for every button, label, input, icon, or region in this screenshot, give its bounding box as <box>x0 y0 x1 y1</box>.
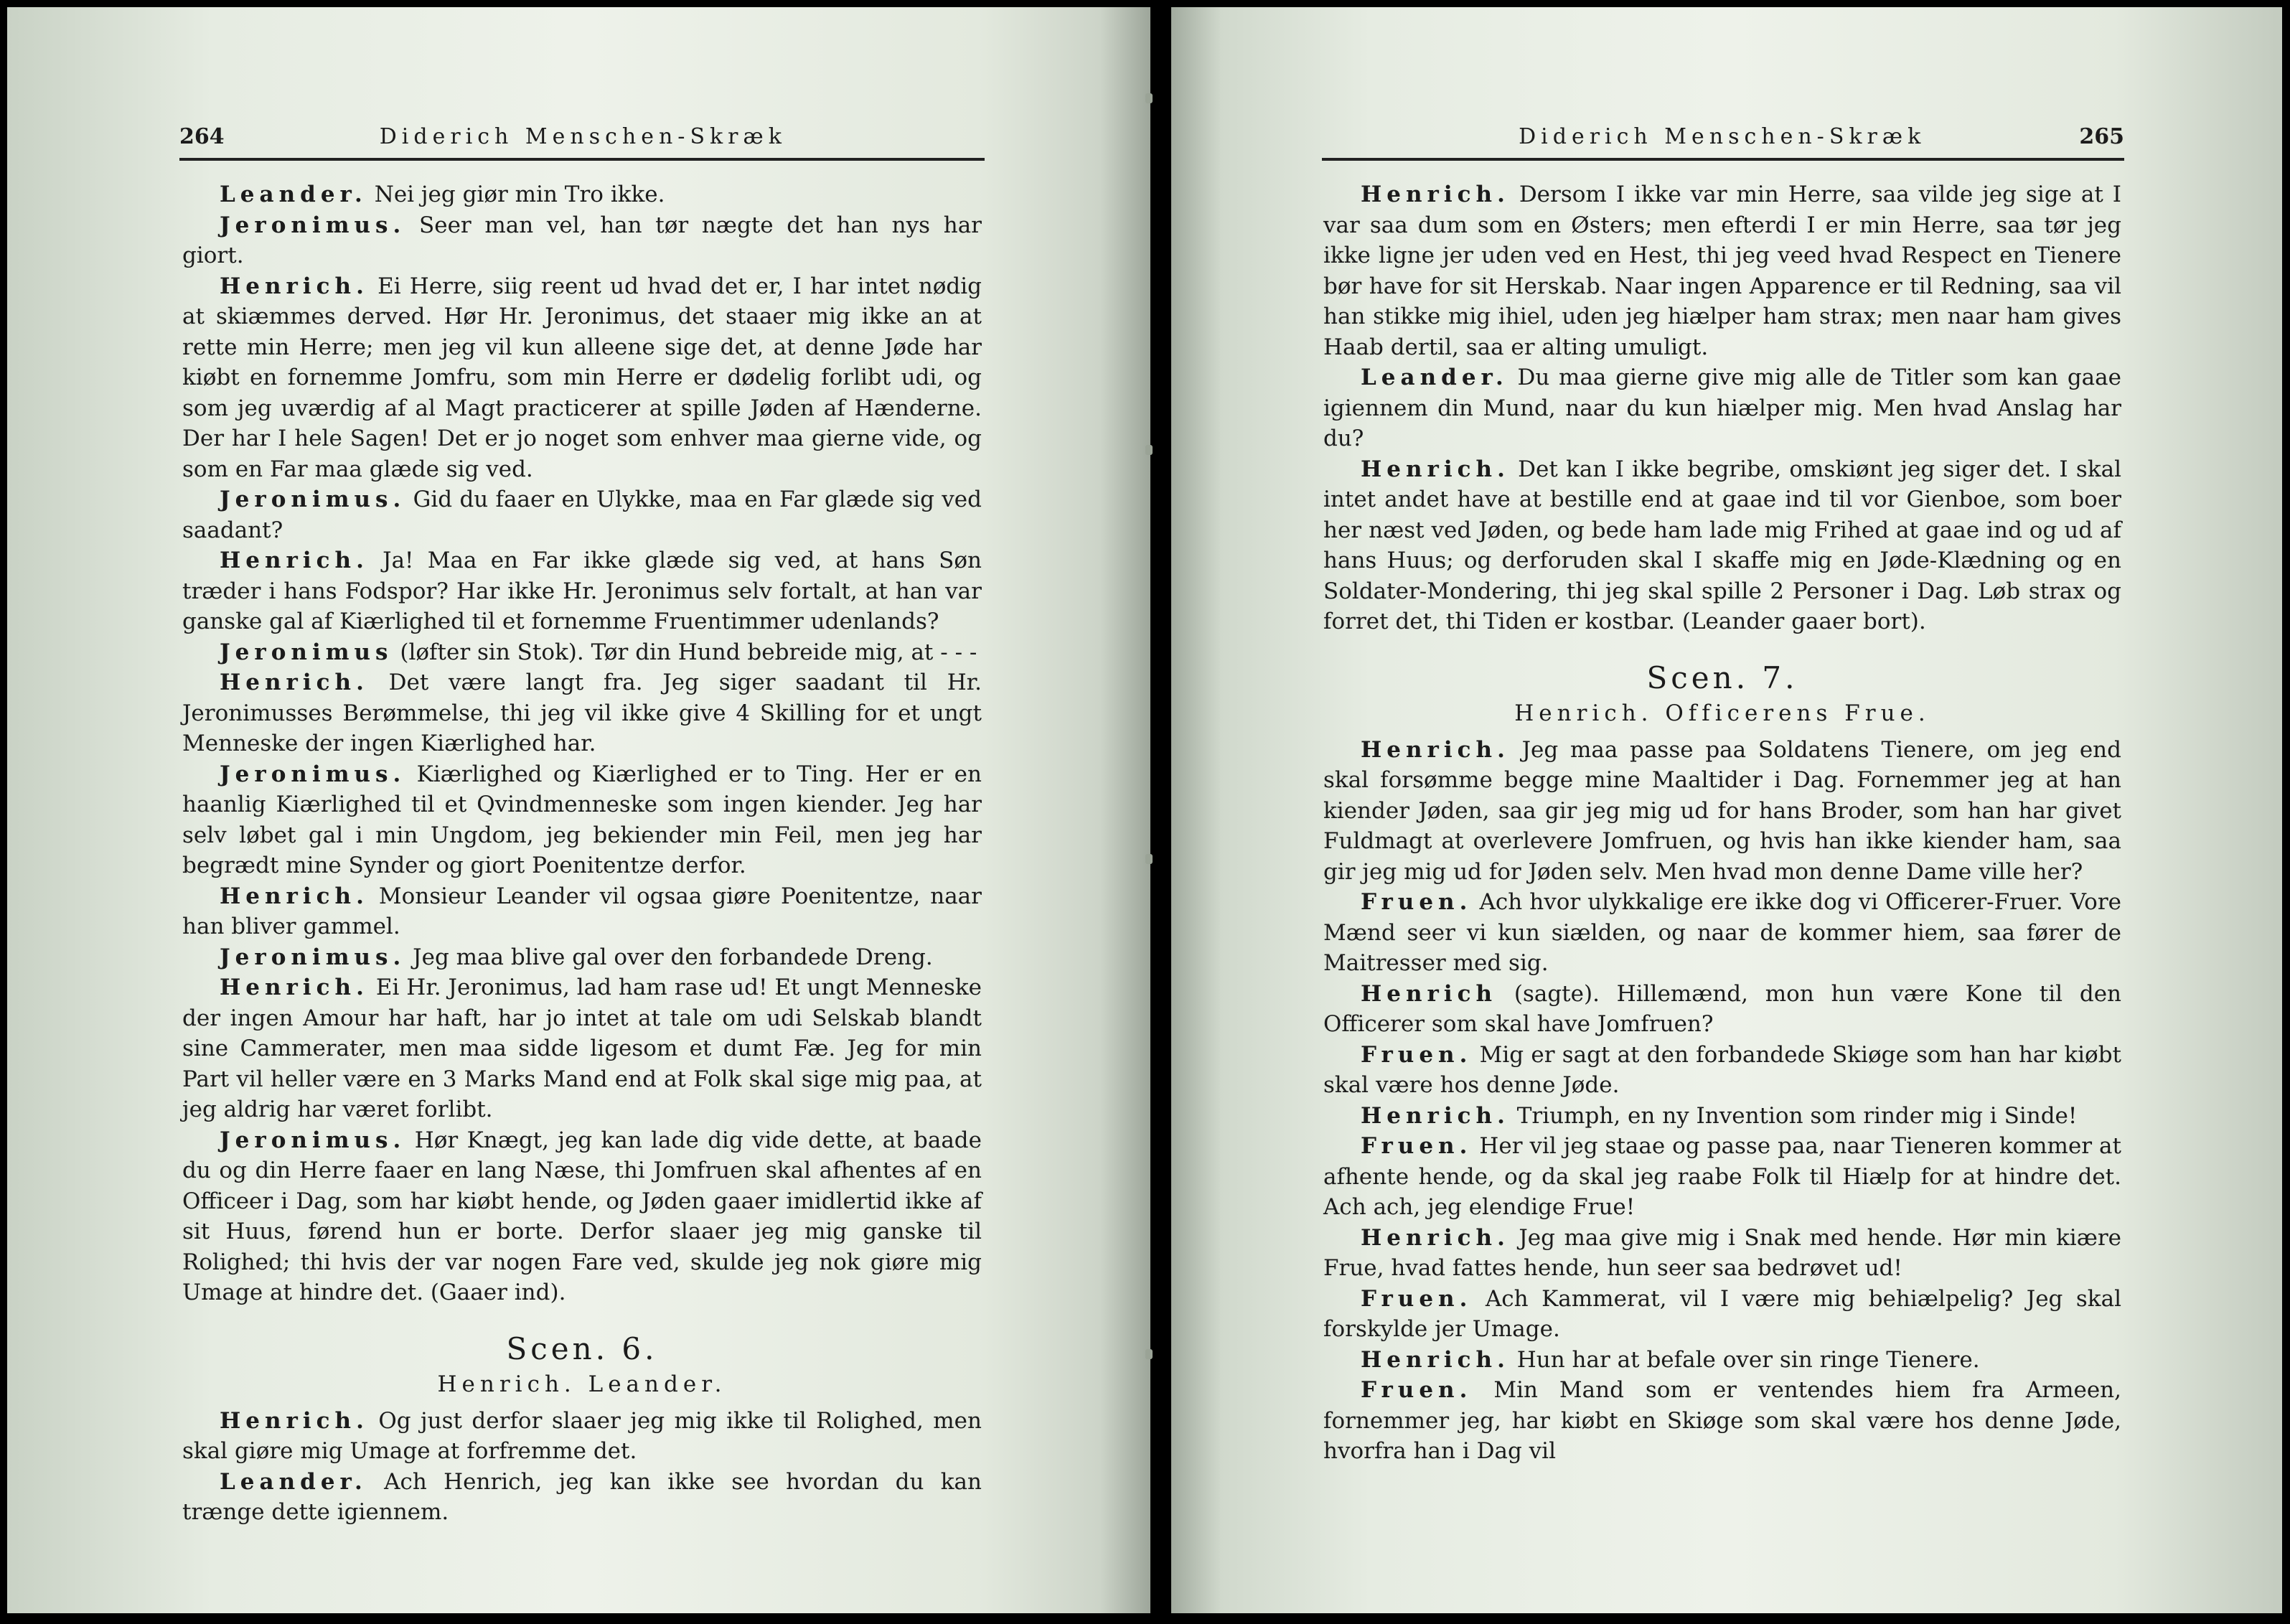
dialogue-line <box>1323 887 2121 979</box>
right-page <box>1171 7 2282 1613</box>
speaker-name: Jeronimus <box>220 639 393 665</box>
dialogue-line <box>182 484 982 545</box>
binding-hole <box>1145 1349 1153 1359</box>
dialogue-line <box>1323 362 2121 454</box>
speaker-name: Jeronimus. <box>220 944 406 970</box>
line-text: Hun har at befale over sin ringe Tienere. <box>1516 1346 1980 1373</box>
line-text: Ach Henrich, jeg kan ikke see hvordan du kan trænge dette igiennem. <box>182 1468 982 1525</box>
speaker-name: Leander. <box>220 1468 367 1495</box>
line-text: Jeg maa passe paa Soldatens Tienere, om jeg end skal forsømme begge mine Maaltider i Dag. Fornemmer jeg at han kiender Jøden, saa gir jeg mig ud for hans Broder, som han har givet Fuldmagt at overlevere Jomfruen, og hvis han ikke kiender ham, saa gir jeg mig ud for Jøden selv. Men hvad mon denne Dame ville her? <box>1323 736 2121 885</box>
speaker-name: Fruen. <box>1361 889 1473 915</box>
dialogue-line <box>182 942 982 973</box>
line-text: Kiærlighed og Kiærlighed er to Ting. Her er en haanlig Kiærlighed til et Qvindmenneske som ingen kiender. Jeg har selv løbet gal i min Ungdom, jeg bekiender min Feil, men jeg har begrædt mine Synder og giort Poenitentze derfor. <box>182 761 982 878</box>
line-text: Seer man vel, han tør nægte det han nys har giort. <box>182 212 982 268</box>
line-text: (sagte). Hillemænd, mon hun være Kone til den Officerer som skal have Jomfruen? <box>1323 980 2122 1037</box>
line-text: Ach hvor ulykkalige ere ikke dog vi Officerer-Fruer. Vore Mænd seer vi kun siælden, og naar de kommer hiem, saa fører de Maitresser med sig. <box>1323 889 2121 976</box>
line-text: Triumph, en ny Invention som rinder mig i Sinde! <box>1516 1102 2078 1129</box>
line-text: Dersom I ikke var min Herre, saa vilde jeg sige at I var saa dum som en Østers; men efterdi I er min Herre, saa tør jeg ikke ligne jer uden ved en Hest, thi jeg veed hvad Respect en Tienere bør have for sit Herskab. Naar ingen Apparence er til Redning, saa vil han stikke mig ihiel, uden jeg hiælper ham strax; men naar ham gives Haab dertil, saa er alting umuligt. <box>1323 182 2121 360</box>
dialogue-line <box>182 1467 982 1528</box>
dialogue-line <box>1323 1223 2121 1284</box>
line-text: Jeg maa blive gal over den forbandede Dreng. <box>413 944 933 970</box>
dialogue-line <box>182 972 982 1125</box>
dialogue-line <box>1323 1345 2121 1376</box>
speaker-name: Henrich. <box>220 1407 369 1434</box>
line-text: Det være langt fra. Jeg siger saadant til Hr. Jeronimusses Berømmelse, thi jeg vil ikke give 4 Skilling for et ungt Menneske der ingen Kiærlighed har. <box>182 670 982 756</box>
dialogue-line <box>1323 1375 2121 1467</box>
dialogue-line <box>182 881 982 942</box>
right-body-text <box>1323 179 2121 1467</box>
dialogue-line <box>1323 1101 2121 1132</box>
dialogue-line <box>1323 979 2121 1040</box>
speaker-name: Henrich. <box>220 273 369 299</box>
line-text: Ja! Maa en Far ikke glæde sig ved, at hans Søn træder i hans Fodspor? Har ikke Hr. Jeronimus selv fortalt, at han var ganske gal af Kiærlighed til et fornemme Fruentimmer udenlands? <box>182 548 982 634</box>
speaker-name: Henrich. <box>220 883 369 909</box>
scene-cast: Henrich. Officerens Frue. <box>1514 700 1930 726</box>
binding-hole <box>1145 445 1153 455</box>
speaker-name: Jeronimus. <box>220 761 406 787</box>
line-text: Monsieur Leander vil ogsaa giøre Poenitentze, naar han bliver gammel. <box>182 883 982 939</box>
line-text: Min Mand som er ventendes hiem fra Armeen, fornemmer jeg, har kiøbt en Skiøge som skal være hos denne Jøde, hvorfra han i Dag vil <box>1323 1377 2121 1464</box>
right-running-head <box>1322 115 2124 161</box>
dialogue-line <box>182 759 982 881</box>
speaker-name: Fruen. <box>1361 1133 1473 1159</box>
speaker-name: Fruen. <box>1361 1285 1473 1312</box>
speaker-name: Henrich. <box>220 670 369 695</box>
dialogue-line <box>182 179 982 210</box>
line-text: Du maa gierne give mig alle de Titler som kan gaae igiennem din Mund, naar du kun hiælper mig. Men hvad Anslag har du? <box>1323 365 2121 451</box>
line-text: Mig er sagt at den forbandede Skiøge som han har kiøbt skal være hos denne Jøde. <box>1323 1041 2121 1098</box>
dialogue-line <box>182 271 982 485</box>
line-text: Gid du faaer en Ulykke, maa en Far glæde sig ved saadant? <box>182 487 982 543</box>
dialogue-line <box>182 637 982 668</box>
line-text: Og just derfor slaaer jeg mig ikke til Rolighed, men skal giøre mig Umage at forfremme det. <box>182 1407 982 1464</box>
speaker-name: Henrich. <box>1361 1346 1510 1373</box>
speaker-name: Leander. <box>1361 365 1508 390</box>
speaker-name: Henrich. <box>1361 1224 1510 1251</box>
dialogue-line <box>182 210 982 271</box>
binding-hole <box>1145 93 1153 103</box>
speaker-name: Jeronimus. <box>220 487 406 512</box>
line-text: Ach Kammerat, vil I være mig behiælpelig? Jeg skal forskylde jer Umage. <box>1323 1285 2121 1342</box>
speaker-name: Fruen. <box>1361 1041 1473 1068</box>
dialogue-line <box>182 1125 982 1308</box>
page-number: 265 <box>2079 123 2124 149</box>
line-text: Ei Herre, siig reent ud hvad det er, I har intet nødig at skiæmmes derved. Hør Hr. Jeronimus, det staaer mig ikke an at rette min Herre; men jeg vil kun alleene sige det, at denne Jøde har kiøbt en fornemme Jomfru, som min Herre er dødelig forlibt udi, og som jeg uværdig af al Magt practicerer at spille Jøden af Hænderne. Der har I hele Sagen! Det er jo noget som enhver maa gierne vide, og som en Far maa glæde sig ved. <box>182 273 982 482</box>
speaker-name: Jeronimus. <box>220 212 406 238</box>
binding-hole <box>1145 854 1153 864</box>
speaker-name: Leander. <box>220 182 367 207</box>
speaker-name: Fruen. <box>1361 1377 1473 1403</box>
speaker-name: Jeronimus. <box>220 1127 406 1153</box>
running-title: Diderich Menschen-Skræk <box>1519 123 1926 149</box>
dialogue-line <box>1323 1131 2121 1223</box>
speaker-name: Henrich. <box>1361 1102 1510 1129</box>
speaker-name: Henrich. <box>220 548 369 573</box>
speaker-name: Henrich. <box>1361 456 1510 482</box>
speaker-name: Henrich. <box>1361 736 1510 763</box>
dialogue-line <box>182 1406 982 1467</box>
left-page <box>7 7 1150 1613</box>
dialogue-line <box>1323 179 2121 362</box>
line-text: Jeg maa give mig i Snak med hende. Hør min kiære Frue, hvad fattes hende, hun seer saa bedrøvet ud! <box>1323 1224 2121 1281</box>
dialogue-line <box>1323 454 2121 637</box>
left-running-head <box>179 115 985 161</box>
dialogue-line <box>1323 1040 2121 1101</box>
speaker-name: Henrich. <box>1361 182 1510 207</box>
line-text: Hør Knægt, jeg kan lade dig vide dette, at baade du og din Herre faaer en lang Næse, thi Jomfruen skal afhentes af en Officeer i Dag, som har kiøbt hende, og Jøden gaaer imidlertid ikke af sit Huus, førend hun er borte. Derfor slaaer jeg mig ganske til Rolighed; thi hvis der var nogen Fare ved, skulde jeg nok giøre mig Umage at hindre det. (Gaaer ind). <box>182 1127 982 1305</box>
dialogue-line <box>182 667 982 759</box>
left-body-text <box>182 179 982 1528</box>
running-title: Diderich Menschen-Skræk <box>379 123 787 149</box>
line-text: Ei Hr. Jeronimus, lad ham rase ud! Et ungt Menneske der ingen Amour har haft, har jo intet at tale om udi Selskab blandt sine Cammerater, men maa sidde ligesom et dumt Fæ. Jeg for min Part vil heller være en 3 Marks Mand end at Folk skal sige mig paa, at jeg aldrig har været forlibt. <box>182 975 982 1122</box>
speaker-name: Henrich. <box>220 975 369 1000</box>
page-number: 264 <box>179 123 225 149</box>
speaker-name: Henrich <box>1361 980 1498 1007</box>
dialogue-line <box>1323 1284 2121 1345</box>
dialogue-line <box>1323 735 2121 888</box>
dialogue-line <box>182 545 982 637</box>
scene-cast: Henrich. Leander. <box>437 1371 727 1397</box>
scene-heading: Scen. 7. <box>1646 660 1798 695</box>
line-text: Nei jeg giør min Tro ikke. <box>374 182 665 207</box>
line-text: Det kan I ikke begribe, omskiønt jeg siger det. I skal intet andet have at bestille end at gaae ind til vor Gienboe, som boer her næst ved Jøden, og bede ham lade mig Frihed at gaae ind og ud af hans Huus; og derforuden skal I skaffe mig en Jøde-Klædning og en Soldater-Mondering, thi jeg skal spille 2 Personer i Dag. Løb strax og forret det, thi Tiden er kostbar. (Leander gaaer bort). <box>1323 456 2122 634</box>
line-text: Her vil jeg staae og passe paa, naar Tieneren kommer at afhente hende, og da skal jeg raabe Folk til Hiælp for at hindre det. Ach ach, jeg elendige Frue! <box>1323 1133 2121 1220</box>
line-text: (løfter sin Stok). Tør din Hund bebreide mig, at - - - <box>400 639 977 665</box>
scene-heading: Scen. 6. <box>506 1330 658 1366</box>
